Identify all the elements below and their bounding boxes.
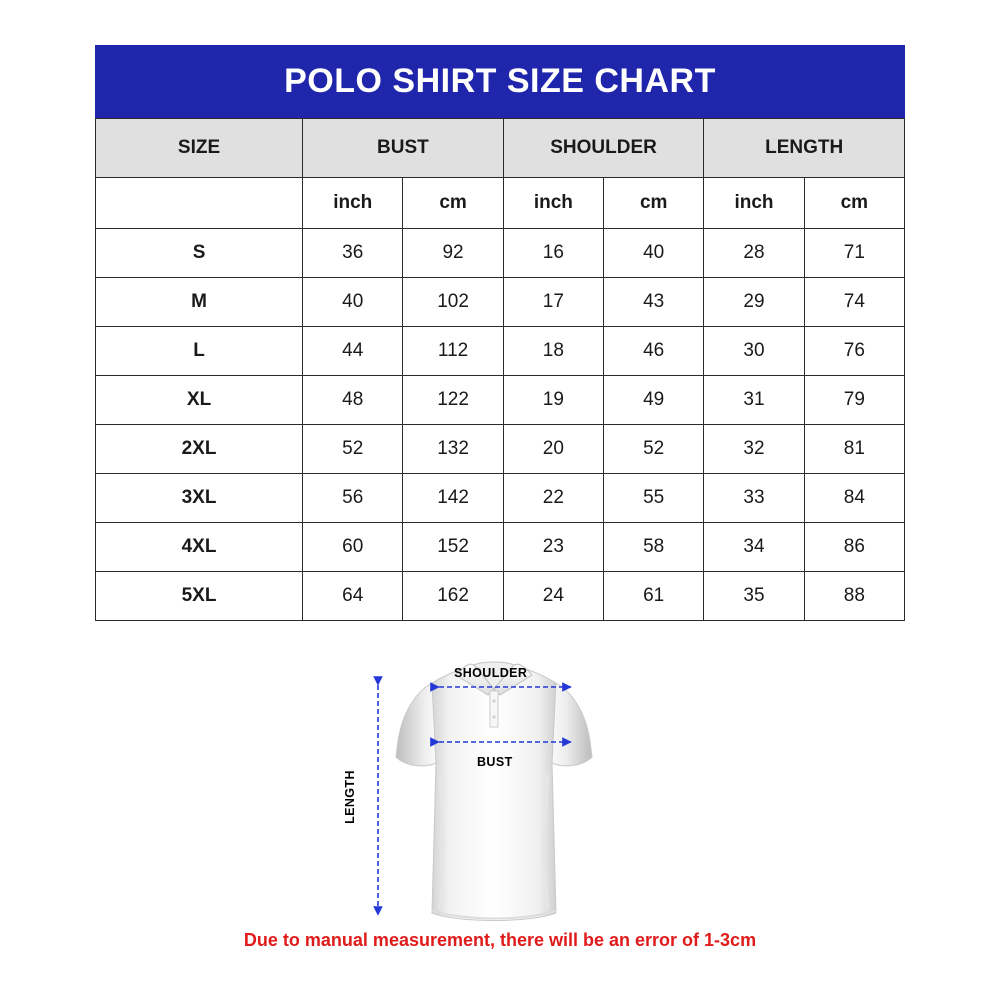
cell-length-inch: 28: [704, 229, 804, 278]
cell-length-inch: 33: [704, 474, 804, 523]
cell-length-inch: 34: [704, 523, 804, 572]
cell-shoulder-cm: 40: [604, 229, 704, 278]
cell-bust-cm: 152: [403, 523, 503, 572]
table-row: [96, 425, 905, 474]
cell-length-cm: 76: [804, 327, 904, 376]
cell-bust-cm: 92: [403, 229, 503, 278]
measurement-note: Due to manual measurement, there will be an error of 1-3cm: [243, 930, 757, 950]
measurement-illustration: [340, 630, 670, 930]
cell-shoulder-inch: 23: [503, 523, 603, 572]
cell-length-cm: 88: [804, 572, 904, 621]
cell-size: 4XL: [96, 523, 303, 572]
cell-shoulder-inch: 22: [503, 474, 603, 523]
cell-size: L: [96, 327, 303, 376]
cell-size: 2XL: [96, 425, 303, 474]
cell-length-inch: 32: [704, 425, 804, 474]
table-row: [96, 572, 905, 621]
table-row: [96, 229, 905, 278]
cell-bust-cm: 142: [403, 474, 503, 523]
cell-shoulder-inch: 17: [503, 278, 603, 327]
cell-shoulder-inch: 18: [503, 327, 603, 376]
cell-length-inch: 31: [704, 376, 804, 425]
cell-length-cm: 84: [804, 474, 904, 523]
cell-shoulder-inch: 24: [503, 572, 603, 621]
cell-bust-inch: 36: [303, 229, 403, 278]
cell-size: 3XL: [96, 474, 303, 523]
size-chart: [95, 45, 905, 621]
table-row: [96, 523, 905, 572]
column-header-length: LENGTH: [704, 119, 905, 178]
unit-cell-shoulder-cm: cm: [604, 178, 704, 229]
cell-bust-inch: 56: [303, 474, 403, 523]
column-header-bust: BUST: [303, 119, 504, 178]
cell-bust-cm: 132: [403, 425, 503, 474]
table-unit-row: [96, 178, 905, 229]
cell-bust-cm: 162: [403, 572, 503, 621]
cell-shoulder-cm: 55: [604, 474, 704, 523]
unit-cell-length-inch: inch: [704, 178, 804, 229]
size-chart-table: [95, 118, 905, 621]
table-row: [96, 474, 905, 523]
cell-shoulder-cm: 49: [604, 376, 704, 425]
cell-bust-inch: 60: [303, 523, 403, 572]
cell-size: XL: [96, 376, 303, 425]
table-row: [96, 278, 905, 327]
table-row: [96, 376, 905, 425]
cell-shoulder-cm: 61: [604, 572, 704, 621]
label-shoulder: SHOULDER: [454, 666, 528, 680]
cell-size: M: [96, 278, 303, 327]
cell-bust-inch: 40: [303, 278, 403, 327]
cell-size: 5XL: [96, 572, 303, 621]
cell-bust-inch: 64: [303, 572, 403, 621]
cell-shoulder-inch: 20: [503, 425, 603, 474]
cell-bust-inch: 44: [303, 327, 403, 376]
page-title: POLO SHIRT SIZE CHART: [95, 45, 905, 118]
cell-length-cm: 79: [804, 376, 904, 425]
cell-bust-cm: 112: [403, 327, 503, 376]
unit-cell-length-cm: cm: [804, 178, 904, 229]
cell-length-cm: 86: [804, 523, 904, 572]
cell-length-inch: 30: [704, 327, 804, 376]
table-header-row: [96, 119, 905, 178]
unit-cell-shoulder-inch: inch: [503, 178, 603, 229]
cell-length-cm: 71: [804, 229, 904, 278]
cell-size: S: [96, 229, 303, 278]
cell-length-inch: 35: [704, 572, 804, 621]
unit-cell-blank: [96, 178, 303, 229]
unit-cell-bust-cm: cm: [403, 178, 503, 229]
cell-shoulder-inch: 16: [503, 229, 603, 278]
unit-cell-bust-inch: inch: [303, 178, 403, 229]
cell-shoulder-cm: 52: [604, 425, 704, 474]
cell-bust-cm: 102: [403, 278, 503, 327]
label-length: LENGTH: [342, 770, 357, 824]
cell-shoulder-cm: 43: [604, 278, 704, 327]
table-row: [96, 327, 905, 376]
label-bust: BUST: [477, 755, 513, 769]
cell-shoulder-inch: 19: [503, 376, 603, 425]
cell-shoulder-cm: 46: [604, 327, 704, 376]
column-header-shoulder: SHOULDER: [503, 119, 704, 178]
cell-length-inch: 29: [704, 278, 804, 327]
column-header-size: SIZE: [96, 119, 303, 178]
cell-bust-cm: 122: [403, 376, 503, 425]
cell-bust-inch: 52: [303, 425, 403, 474]
cell-bust-inch: 48: [303, 376, 403, 425]
cell-length-cm: 74: [804, 278, 904, 327]
cell-length-cm: 81: [804, 425, 904, 474]
cell-shoulder-cm: 58: [604, 523, 704, 572]
